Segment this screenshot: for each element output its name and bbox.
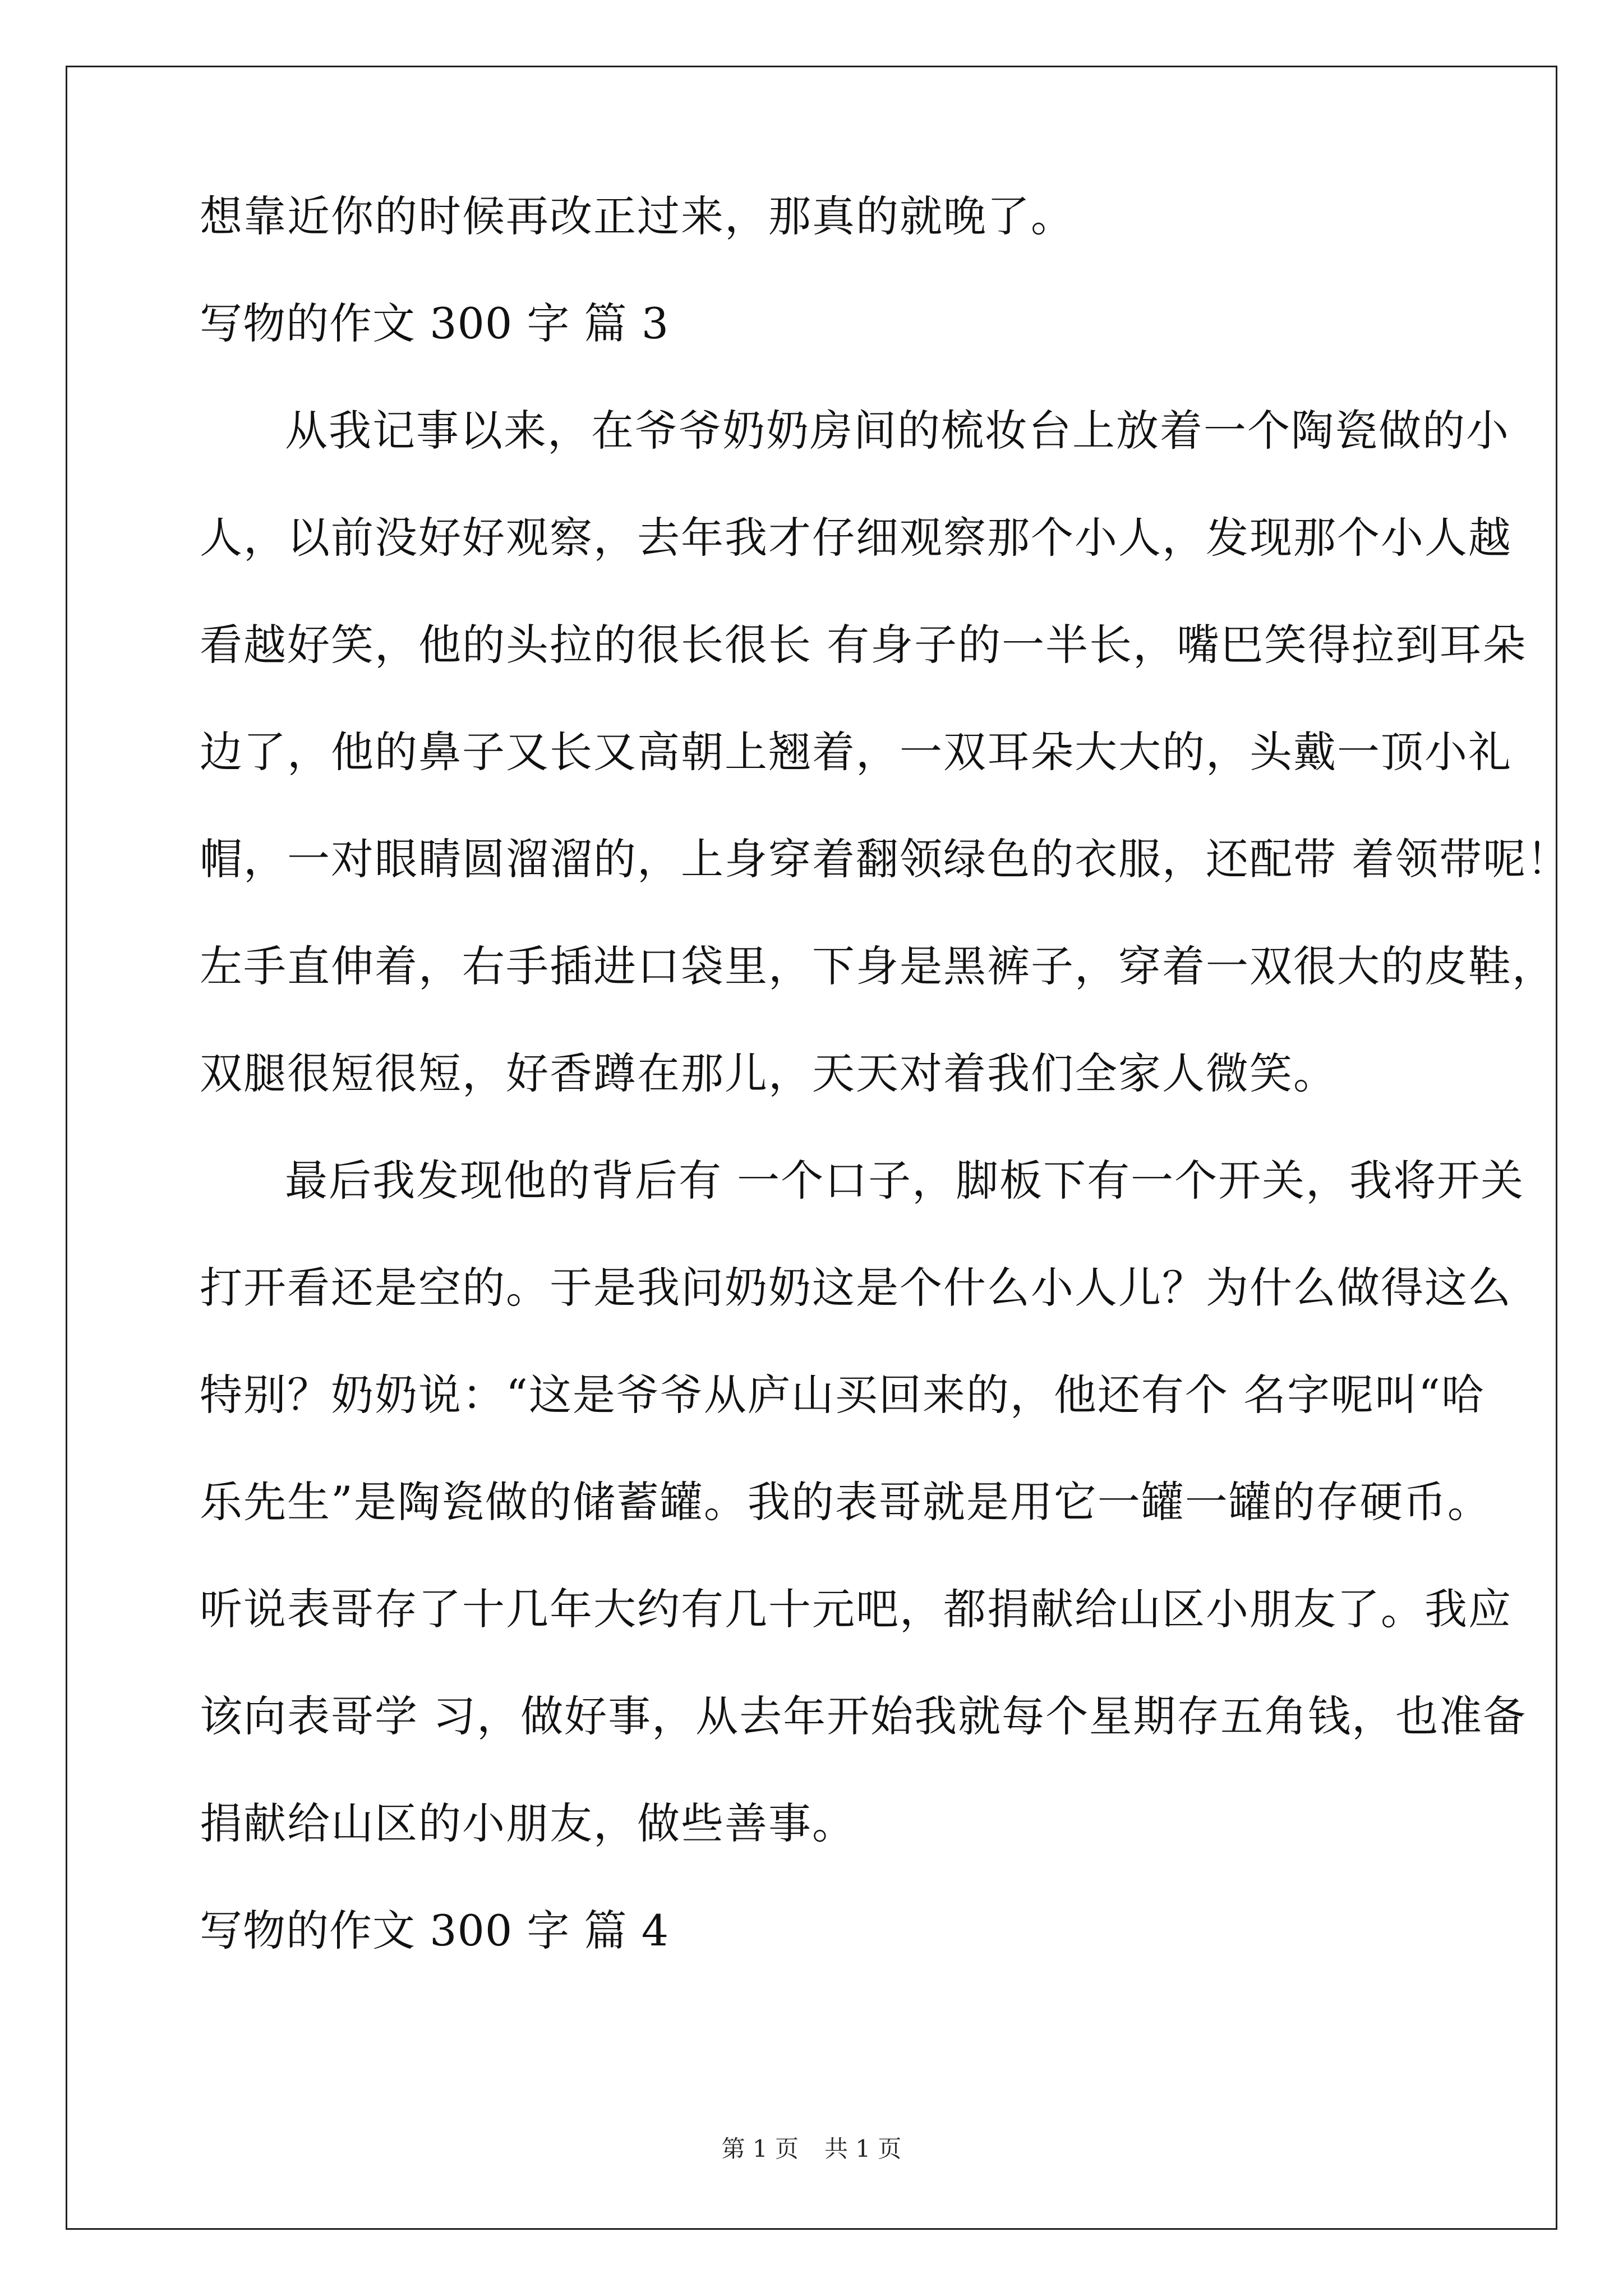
body-line: 边了，他的鼻子又长又高朝上翘着，一双耳朵大大的，头戴一顶小礼: [200, 727, 1512, 777]
body-line: 该向表哥学 习，做好事，从去年开始我就每个星期存五角钱，也准备: [200, 1691, 1527, 1741]
section-heading: 写物的作文 300 字 篇 3: [200, 298, 670, 348]
document-body: [200, 191, 1571, 2012]
body-line: 想靠近你的时候再改正过来，那真的就晚了。: [200, 191, 1075, 241]
paragraph-first-line: 从我记事以来，在爷爷奶奶房间的梳妆台上放着一个陶瓷做的小: [285, 406, 1510, 455]
body-line: 特别？奶奶说：“这是爷爷从庐山买回来的，他还有个 名字呢叫“哈: [200, 1370, 1485, 1420]
body-line: 帽，一对眼睛圆溜溜的，上身穿着翻领绿色的衣服，还配带 着领带呢！: [200, 834, 1571, 884]
body-line: 人，以前没好好观察，去年我才仔细观察那个小人，发现那个小人越: [200, 513, 1512, 563]
body-line: 听说表哥存了十几年大约有几十元吧，都捐献给山区小朋友了。我应: [200, 1584, 1512, 1634]
body-line: 乐先生”是陶瓷做的储蓄罐。我的表哥就是用它一罐一罐的存硬币。: [200, 1477, 1491, 1527]
page-number: 第 1 页: [721, 2135, 799, 2162]
page-total: 共 1 页: [824, 2135, 902, 2162]
body-line: 左手直伸着，右手插进口袋里，下身是黑裤子，穿着一双很大的皮鞋，: [200, 941, 1556, 991]
body-line: 双腿很短很短，好香蹲在那儿，天天对着我们全家人微笑。: [200, 1048, 1337, 1098]
body-line: 打开看还是空的。于是我问奶奶这是个什么小人儿？为什么做得这么: [200, 1263, 1512, 1313]
body-line: 捐献给山区的小朋友，做些善事。: [200, 1798, 856, 1848]
paragraph-first-line: 最后我发现他的背后有 一个口子，脚板下有一个开关，我将开关: [285, 1156, 1525, 1205]
section-heading: 写物的作文 300 字 篇 4: [200, 1906, 670, 1955]
body-line: 看越好笑，他的头拉的很长很长 有身子的一半长，嘴巴笑得拉到耳朵: [200, 620, 1527, 670]
page-footer: [0, 2135, 1623, 2163]
